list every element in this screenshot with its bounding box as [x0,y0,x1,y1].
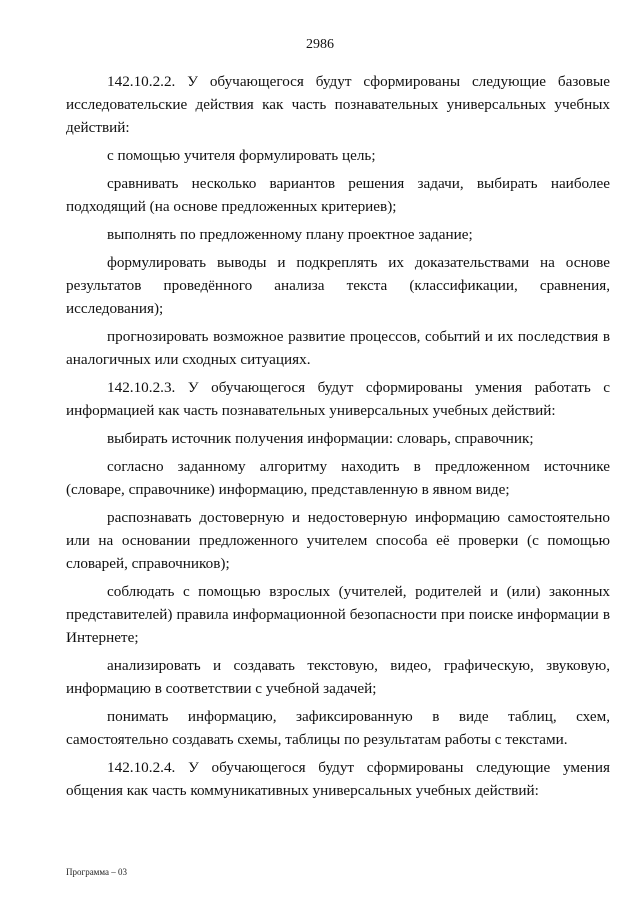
list-item: выбирать источник получения информации: словарь, справочник; [107,430,534,447]
list-item: сравнивать несколько вариантов решения задачи, выбирать наиболее подходящий (на основе предложенных критериев); [66,175,610,215]
list-item: выполнять по предложенному плану проектное задание; [107,226,473,243]
list-item: прогнозировать возможное развитие процессов, событий и их последствия в аналогичных или сходных ситуациях. [66,328,610,368]
list-item: с помощью учителя формулировать цель; [107,147,376,164]
footer-label: Программа – 03 [66,867,128,877]
document-body [66,70,610,807]
paragraph-section-142-10-2-4: 142.10.2.4. У обучающегося будут сформированы следующие умения общения как часть коммуникативных универсальных учебных действий: [66,759,610,799]
list-item: согласно заданному алгоритму находить в предложенном источнике (словаре, справочнике) информацию, представленную в явном виде; [66,458,610,498]
paragraph-section-142-10-2-3: 142.10.2.3. У обучающегося будут сформированы умения работать с информацией как часть познавательных универсальных учебных действий: [66,379,610,419]
list-item: соблюдать с помощью взрослых (учителей, родителей и (или) законных представителей) правила информационной безопасности при поиске информации в Интернете; [66,583,610,646]
list-item: распознавать достоверную и недостоверную информацию самостоятельно или на основании предложенного учителем способа её проверки (с помощью словарей, справочников); [66,509,610,572]
paragraph-section-142-10-2-2: 142.10.2.2. У обучающегося будут сформированы следующие базовые исследовательские действия как часть познавательных универсальных учебных действий: [66,73,610,136]
list-item: анализировать и создавать текстовую, видео, графическую, звуковую, информацию в соответствии с учебной задачей; [66,657,610,697]
page-number: 2986 [306,37,334,52]
list-item: понимать информацию, зафиксированную в виде таблиц, схем, самостоятельно создавать схемы, таблицы по результатам работы с текстами. [66,708,610,748]
list-item: формулировать выводы и подкреплять их доказательствами на основе результатов проведённого анализа текста (классификации, сравнения, исследования); [66,254,610,317]
